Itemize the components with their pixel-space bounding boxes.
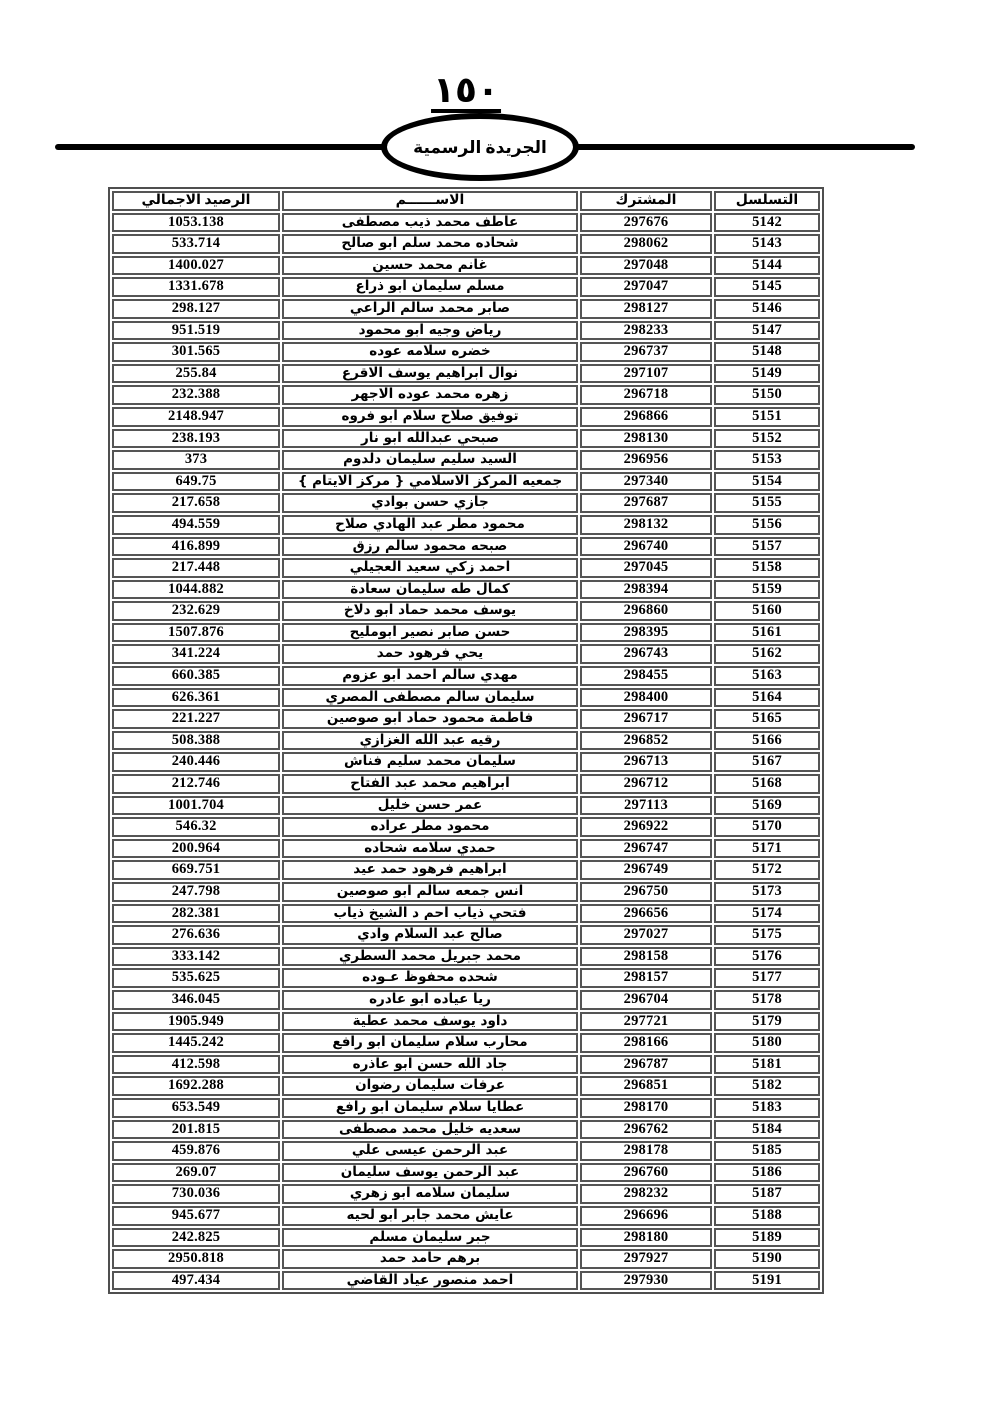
cell-subscriber: 296718	[580, 385, 712, 405]
cell-balance: 346.045	[112, 990, 280, 1010]
cell-subscriber: 298127	[580, 299, 712, 319]
table-row	[112, 299, 820, 319]
cell-name: عمر حسن خليل	[282, 796, 578, 816]
cell-serial: 5172	[714, 860, 820, 880]
cell-balance: 951.519	[112, 321, 280, 341]
cell-serial: 5149	[714, 364, 820, 384]
cell-balance: 533.714	[112, 234, 280, 254]
cell-balance: 416.899	[112, 537, 280, 557]
cell-subscriber: 298157	[580, 968, 712, 988]
cell-serial: 5163	[714, 666, 820, 686]
cell-serial: 5188	[714, 1206, 820, 1226]
cell-balance: 232.388	[112, 385, 280, 405]
cell-serial: 5143	[714, 234, 820, 254]
cell-balance: 232.629	[112, 601, 280, 621]
cell-serial: 5174	[714, 904, 820, 924]
table-row	[112, 1076, 820, 1096]
cell-subscriber: 296851	[580, 1076, 712, 1096]
cell-name: حسن صابر نصير ابومليح	[282, 623, 578, 643]
cell-serial: 5151	[714, 407, 820, 427]
cell-subscriber: 297676	[580, 213, 712, 233]
cell-serial: 5154	[714, 472, 820, 492]
table-row	[112, 774, 820, 794]
header-subscriber: المشترك	[580, 191, 712, 211]
table-row	[112, 925, 820, 945]
cell-subscriber: 296760	[580, 1163, 712, 1183]
cell-name: محارب سلام سليمان ابو رافع	[282, 1033, 578, 1053]
cell-subscriber: 298166	[580, 1033, 712, 1053]
table-row	[112, 1249, 820, 1269]
cell-name: احمد زكي سعيد العجيلي	[282, 558, 578, 578]
cell-serial: 5191	[714, 1271, 820, 1291]
cell-subscriber: 298170	[580, 1098, 712, 1118]
table-row	[112, 429, 820, 449]
cell-balance: 1001.704	[112, 796, 280, 816]
cell-serial: 5180	[714, 1033, 820, 1053]
cell-balance: 242.825	[112, 1228, 280, 1248]
cell-subscriber: 296852	[580, 731, 712, 751]
table-row	[112, 1033, 820, 1053]
table-header-row	[112, 191, 820, 211]
table-row	[112, 1271, 820, 1291]
cell-balance: 669.751	[112, 860, 280, 880]
cell-serial: 5164	[714, 688, 820, 708]
table-row	[112, 342, 820, 362]
cell-name: صبحي عبدالله ابو نار	[282, 429, 578, 449]
cell-subscriber: 296704	[580, 990, 712, 1010]
cell-subscriber: 296750	[580, 882, 712, 902]
cell-name: ابراهيم محمد عبد الفتاح	[282, 774, 578, 794]
cell-subscriber: 296713	[580, 752, 712, 772]
table-row	[112, 709, 820, 729]
cell-name: توفيق صلاح سلام ابو فروه	[282, 407, 578, 427]
cell-serial: 5162	[714, 644, 820, 664]
table-row	[112, 623, 820, 643]
cell-serial: 5176	[714, 947, 820, 967]
cell-serial: 5168	[714, 774, 820, 794]
cell-name: نوال ابراهيم يوسف الاقرع	[282, 364, 578, 384]
cell-serial: 5152	[714, 429, 820, 449]
table-row	[112, 731, 820, 751]
cell-balance: 2950.818	[112, 1249, 280, 1269]
table-body	[112, 213, 820, 1291]
cell-subscriber: 297340	[580, 472, 712, 492]
cell-name: يوسف محمد حماد ابو دلاخ	[282, 601, 578, 621]
cell-balance: 276.636	[112, 925, 280, 945]
cell-balance: 546.32	[112, 817, 280, 837]
cell-subscriber: 296787	[580, 1055, 712, 1075]
cell-serial: 5158	[714, 558, 820, 578]
cell-subscriber: 298394	[580, 580, 712, 600]
cell-name: كمال طه سليمان سعادة	[282, 580, 578, 600]
cell-name: عرفات سليمان رضوان	[282, 1076, 578, 1096]
cell-name: يحي فرهود حمد	[282, 644, 578, 664]
cell-balance: 238.193	[112, 429, 280, 449]
cell-balance: 269.07	[112, 1163, 280, 1183]
table-row	[112, 1163, 820, 1183]
cell-subscriber: 298132	[580, 515, 712, 535]
cell-subscriber: 297048	[580, 256, 712, 276]
cell-subscriber: 296866	[580, 407, 712, 427]
cell-balance: 494.559	[112, 515, 280, 535]
cell-name: فتحي ذياب احم د الشيخ ذياب	[282, 904, 578, 924]
cell-name: صبحه محمود سالم رزق	[282, 537, 578, 557]
table-row	[112, 407, 820, 427]
table-row	[112, 450, 820, 470]
cell-serial: 5167	[714, 752, 820, 772]
cell-balance: 626.361	[112, 688, 280, 708]
cell-name: السيد سليم سليمان دلدوم	[282, 450, 578, 470]
cell-name: غانم محمد حسين	[282, 256, 578, 276]
cell-name: رقيه عبد الله الغزازي	[282, 731, 578, 751]
table-row	[112, 860, 820, 880]
cell-name: صالح عبد السلام وادي	[282, 925, 578, 945]
cell-serial: 5159	[714, 580, 820, 600]
cell-name: ابراهيم فرهود حمد عيد	[282, 860, 578, 880]
cell-balance: 247.798	[112, 882, 280, 902]
cell-serial: 5155	[714, 493, 820, 513]
table-row	[112, 688, 820, 708]
cell-serial: 5189	[714, 1228, 820, 1248]
cell-subscriber: 296922	[580, 817, 712, 837]
cell-serial: 5181	[714, 1055, 820, 1075]
cell-balance: 217.448	[112, 558, 280, 578]
cell-serial: 5160	[714, 601, 820, 621]
cell-subscriber: 297027	[580, 925, 712, 945]
cell-serial: 5147	[714, 321, 820, 341]
table-row	[112, 601, 820, 621]
cell-name: جازي حسن بوادي	[282, 493, 578, 513]
cell-subscriber: 298062	[580, 234, 712, 254]
header-serial: التسلسل	[714, 191, 820, 211]
cell-name: ريا عياده ابو عادره	[282, 990, 578, 1010]
cell-balance: 341.224	[112, 644, 280, 664]
cell-subscriber: 296712	[580, 774, 712, 794]
cell-name: خضره سلامه عوده	[282, 342, 578, 362]
cell-name: محمود مطر عبد الهادي صلاح	[282, 515, 578, 535]
cell-balance: 649.75	[112, 472, 280, 492]
cell-balance: 240.446	[112, 752, 280, 772]
table-row	[112, 493, 820, 513]
cell-serial: 5184	[714, 1120, 820, 1140]
cell-balance: 282.381	[112, 904, 280, 924]
cell-subscriber: 297930	[580, 1271, 712, 1291]
cell-subscriber: 296749	[580, 860, 712, 880]
cell-serial: 5150	[714, 385, 820, 405]
cell-balance: 1445.242	[112, 1033, 280, 1053]
cell-subscriber: 296743	[580, 644, 712, 664]
table-row	[112, 644, 820, 664]
cell-serial: 5169	[714, 796, 820, 816]
page-number-text: ١٥٠	[431, 72, 501, 113]
cell-name: سليمان محمد سليم فناش	[282, 752, 578, 772]
table-row	[112, 1141, 820, 1161]
cell-balance: 212.746	[112, 774, 280, 794]
cell-subscriber: 296696	[580, 1206, 712, 1226]
cell-subscriber: 297107	[580, 364, 712, 384]
table-row	[112, 558, 820, 578]
cell-balance: 1692.288	[112, 1076, 280, 1096]
cell-name: سليمان سالم مصطفى المصري	[282, 688, 578, 708]
header-balance: الرصيد الاجمالي	[112, 191, 280, 211]
cell-balance: 298.127	[112, 299, 280, 319]
cell-subscriber: 296656	[580, 904, 712, 924]
cell-serial: 5175	[714, 925, 820, 945]
table-row	[112, 817, 820, 837]
cell-name: زهره محمد عوده الاجهر	[282, 385, 578, 405]
cell-balance: 2148.947	[112, 407, 280, 427]
table-row	[112, 1055, 820, 1075]
gazette-banner-oval	[381, 113, 579, 181]
page-number	[431, 72, 501, 113]
table-row	[112, 580, 820, 600]
cell-subscriber: 298232	[580, 1184, 712, 1204]
cell-subscriber: 298158	[580, 947, 712, 967]
table-row	[112, 904, 820, 924]
cell-name: جبر سليمان مسلم	[282, 1228, 578, 1248]
cell-name: فاطمة محمود حماد ابو صوصين	[282, 709, 578, 729]
cell-serial: 5157	[714, 537, 820, 557]
cell-balance: 333.142	[112, 947, 280, 967]
cell-subscriber: 296740	[580, 537, 712, 557]
cell-name: عطايا سلام سليمان ابو رافع	[282, 1098, 578, 1118]
cell-serial: 5173	[714, 882, 820, 902]
cell-subscriber: 298180	[580, 1228, 712, 1248]
table-row	[112, 213, 820, 233]
cell-subscriber: 297047	[580, 277, 712, 297]
cell-serial: 5183	[714, 1098, 820, 1118]
cell-balance: 459.876	[112, 1141, 280, 1161]
table-row	[112, 234, 820, 254]
cell-balance: 221.227	[112, 709, 280, 729]
table-row	[112, 752, 820, 772]
cell-serial: 5182	[714, 1076, 820, 1096]
cell-name: برهم حامد حمد	[282, 1249, 578, 1269]
cell-balance: 200.964	[112, 839, 280, 859]
cell-subscriber: 296737	[580, 342, 712, 362]
cell-name: عايش محمد جابر ابو لحيه	[282, 1206, 578, 1226]
table-row	[112, 515, 820, 535]
table-row	[112, 321, 820, 341]
table-row	[112, 472, 820, 492]
cell-name: حمدي سلامه شحاده	[282, 839, 578, 859]
cell-balance: 217.658	[112, 493, 280, 513]
table-row	[112, 537, 820, 557]
cell-subscriber: 298130	[580, 429, 712, 449]
cell-serial: 5142	[714, 213, 820, 233]
cell-subscriber: 298455	[580, 666, 712, 686]
cell-serial: 5170	[714, 817, 820, 837]
cell-subscriber: 296956	[580, 450, 712, 470]
cell-balance: 1331.678	[112, 277, 280, 297]
cell-name: رياض وجيه ابو محمود	[282, 321, 578, 341]
table-row	[112, 882, 820, 902]
table-row	[112, 1098, 820, 1118]
cell-serial: 5185	[714, 1141, 820, 1161]
cell-serial: 5190	[714, 1249, 820, 1269]
table-row	[112, 968, 820, 988]
cell-balance: 730.036	[112, 1184, 280, 1204]
cell-serial: 5171	[714, 839, 820, 859]
cell-balance: 373	[112, 450, 280, 470]
header-name: الاســــــم	[282, 191, 578, 211]
cell-name: شحده محفوظ عـوده	[282, 968, 578, 988]
cell-subscriber: 296717	[580, 709, 712, 729]
table-row	[112, 256, 820, 276]
cell-serial: 5187	[714, 1184, 820, 1204]
table-row	[112, 1184, 820, 1204]
cell-name: داود يوسف محمد عطية	[282, 1012, 578, 1032]
table-row	[112, 1228, 820, 1248]
subscribers-table	[108, 187, 824, 1294]
cell-serial: 5165	[714, 709, 820, 729]
cell-serial: 5186	[714, 1163, 820, 1183]
cell-subscriber: 298400	[580, 688, 712, 708]
table-row	[112, 947, 820, 967]
cell-balance: 201.815	[112, 1120, 280, 1140]
cell-balance: 535.625	[112, 968, 280, 988]
cell-name: جاد الله حسن ابو عاذره	[282, 1055, 578, 1075]
cell-name: محمود مطر عراده	[282, 817, 578, 837]
cell-subscriber: 297045	[580, 558, 712, 578]
cell-serial: 5177	[714, 968, 820, 988]
cell-balance: 508.388	[112, 731, 280, 751]
cell-subscriber: 296747	[580, 839, 712, 859]
cell-serial: 5145	[714, 277, 820, 297]
cell-subscriber: 297113	[580, 796, 712, 816]
cell-balance: 653.549	[112, 1098, 280, 1118]
cell-name: عبد الرحمن يوسف سليمان	[282, 1163, 578, 1183]
cell-balance: 1053.138	[112, 213, 280, 233]
cell-name: عاطف محمد ذيب مصطفى	[282, 213, 578, 233]
cell-subscriber: 297687	[580, 493, 712, 513]
cell-serial: 5153	[714, 450, 820, 470]
cell-balance: 301.565	[112, 342, 280, 362]
cell-serial: 5166	[714, 731, 820, 751]
cell-serial: 5146	[714, 299, 820, 319]
cell-serial: 5156	[714, 515, 820, 535]
cell-subscriber: 298178	[580, 1141, 712, 1161]
cell-name: جمعيه المركز الاسلامي { مركز الايتام }	[282, 472, 578, 492]
table-row	[112, 990, 820, 1010]
cell-name: سعديه خليل محمد مصطفى	[282, 1120, 578, 1140]
cell-name: مهدي سالم احمد ابو عزوم	[282, 666, 578, 686]
cell-subscriber: 298395	[580, 623, 712, 643]
cell-subscriber: 298233	[580, 321, 712, 341]
cell-name: عبد الرحمن عيسى علي	[282, 1141, 578, 1161]
cell-subscriber: 296762	[580, 1120, 712, 1140]
cell-name: مسلم سليمان ابو ذراع	[282, 277, 578, 297]
table-row	[112, 666, 820, 686]
cell-balance: 945.677	[112, 1206, 280, 1226]
cell-serial: 5179	[714, 1012, 820, 1032]
table-row	[112, 364, 820, 384]
cell-subscriber: 297927	[580, 1249, 712, 1269]
table-row	[112, 277, 820, 297]
cell-name: محمد جبريل محمد السطري	[282, 947, 578, 967]
cell-subscriber: 297721	[580, 1012, 712, 1032]
cell-serial: 5144	[714, 256, 820, 276]
cell-subscriber: 296860	[580, 601, 712, 621]
cell-name: صابر محمد سالم الراعي	[282, 299, 578, 319]
cell-serial: 5161	[714, 623, 820, 643]
table-row	[112, 1120, 820, 1140]
cell-name: سليمان سلامه ابو زهري	[282, 1184, 578, 1204]
cell-balance: 660.385	[112, 666, 280, 686]
cell-balance: 1044.882	[112, 580, 280, 600]
table-row	[112, 385, 820, 405]
cell-balance: 1400.027	[112, 256, 280, 276]
table-row	[112, 1012, 820, 1032]
cell-serial: 5148	[714, 342, 820, 362]
cell-balance: 255.84	[112, 364, 280, 384]
table-row	[112, 839, 820, 859]
gazette-banner-title: الجريدة الرسمية	[413, 138, 547, 157]
table-row	[112, 796, 820, 816]
table-row	[112, 1206, 820, 1226]
cell-name: احمد منصور عياد القاضي	[282, 1271, 578, 1291]
cell-name: شحاده محمد سلم ابو صالح	[282, 234, 578, 254]
cell-balance: 1905.949	[112, 1012, 280, 1032]
cell-balance: 497.434	[112, 1271, 280, 1291]
cell-balance: 412.598	[112, 1055, 280, 1075]
subscribers-table-wrap	[108, 187, 822, 1294]
cell-balance: 1507.876	[112, 623, 280, 643]
cell-serial: 5178	[714, 990, 820, 1010]
cell-name: انس جمعه سالم ابو صوصين	[282, 882, 578, 902]
